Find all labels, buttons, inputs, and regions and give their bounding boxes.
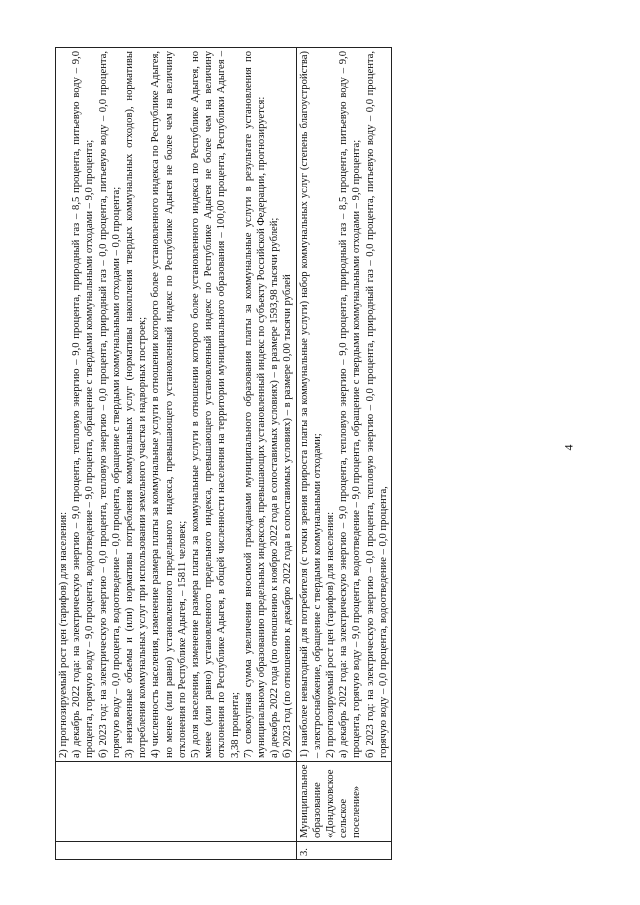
text-line: б) 2023 год (по отношению к декабрю 2022 года в сопоставимых условиях) – в размере 0,00 тысячи рублей — [282, 274, 294, 758]
text-line: 4) численность населения, изменение размера платы за коммунальные услуги в отношении которого более установленного индекса по Республике Адыгея, но менее (или равно) установленного предельного индекса, превышающего установленный индекс по Республике Адыгея не более чем на величину отклонения по Республике Адыгея, – 15811 человек; — [150, 51, 188, 758]
municipality-cell — [56, 762, 297, 842]
text-line: 2) прогнозируемый рост цен (тарифов) для населения: — [325, 511, 337, 758]
rotated-document — [55, 48, 585, 860]
municipality-cell: Муниципальное образование «Дондуковское сельское поселение» — [296, 762, 391, 842]
text-line: а) декабрь 2022 года: на электрическую энергию – 9,0 процента, тепловую энергию – 9,0 процента, природный газ – 8,5 процента, питьевую воду – 9,0 процента, горячую воду – 9,0 процента, водоотведение – 9,0 процента, обращение с твердыми коммунальными отходами – 9,0 процента; — [71, 51, 96, 758]
page-number: 4 — [561, 444, 576, 451]
text-line: а) декабрь 2022 года: на электрическую энергию – 9,0 процента, тепловую энергию – 9,0 процента, природный газ – 8,5 процента, питьевую воду – 9,0 процента, горячую воду – 9,0 процента, водоотведение – 9,0 процента, обращение с твердыми коммунальными отходами – 9,0 процента; — [338, 51, 363, 758]
text-line: 1) наиболее невыгодный для потребителя (с точки зрения прироста платы за коммунальные услуги) набор коммунальных услуг (степень благоустройства) – электроснабжение, обращение с твердыми коммунальными отходами; — [298, 51, 323, 758]
text-line: 3) неизменные объемы и (или) нормативы потребления коммунальных услуг (нормативы накопления твердых коммунальных отходов), нормативы потребления коммунальных услуг при использовании земельного участка и надворных построек; — [124, 51, 149, 758]
table-row-previous — [56, 48, 297, 860]
document-table — [55, 47, 392, 860]
text-line: б) 2023 год: на электрическую энергию – 0,0 процента, тепловую энергию – 0,0 процента, природный газ – 0,0 процента, питьевую воду – 0,0 процента, горячую воду – 0,0 процента, водоотведение – 0,0 процента, обращение с твердыми коммунальными отходами – 0,0 процента; — [97, 51, 122, 758]
row-number-cell: 3. — [296, 842, 391, 860]
table-row-dondukovskoe — [296, 48, 391, 860]
text-line: б) 2023 год: на электрическую энергию – 0,0 процента, тепловую энергию – 0,0 процента, природный газ – 0,0 процента, питьевую воду – 0,0 процента, горячую воду – 0,0 процента, водоотведение – 0,0 процента, — [364, 51, 389, 758]
text-line: 2) прогнозируемый рост цен (тарифов) для населения: — [58, 511, 69, 758]
text-line: 7) совокупная сумма увеличения вносимой гражданами муниципального образования платы за коммунальные услуги в результате установления по муниципальному образованию предельных индексов, превышающих установленный индекс по субъекту Российской Федерации, прогнозируется: — [242, 51, 268, 758]
text-line: 5) доля населения, изменение размера платы за коммунальные услуги в отношении которого более установленного индекса по Республике Адыгея, но менее (или равно) установленного предельного индекса, превышающего установленный индекс по Республике Адыгея не более чем на величину отклонения по Республике Адыгея, в общей численности населения на территории муниципального образования – 100,00 процента, Республики Адыгея – 3,38 процента; — [190, 51, 241, 758]
text-line: а) декабрь 2022 года (по отношению к ноябрю 2022 года в сопоставимых условиях) – в размере 1593,98 тысячи рублей; — [269, 217, 281, 758]
description-cell — [296, 48, 391, 762]
row-number-cell — [56, 842, 297, 860]
description-cell — [56, 48, 297, 762]
